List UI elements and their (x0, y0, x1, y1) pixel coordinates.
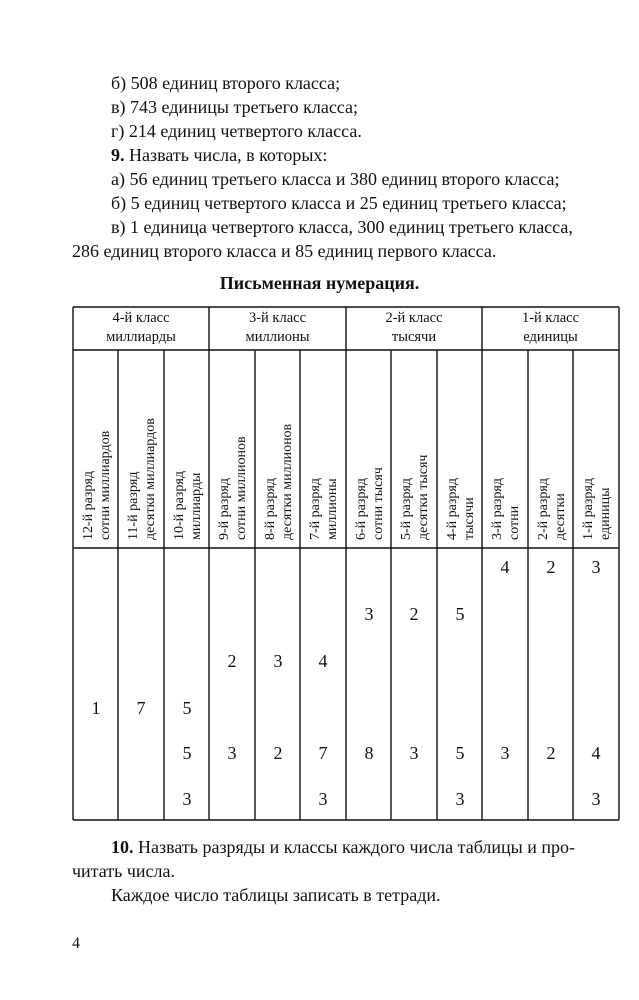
class-header-billions (73, 309, 209, 349)
task-9-item-v-continuation: 286 единиц второго класса и 85 единиц первого класса. (72, 241, 497, 261)
rank-name: тысячи (461, 497, 477, 540)
rank-name: сотни (507, 505, 522, 540)
rank-header-9 (209, 352, 255, 546)
rank-header-12 (73, 352, 118, 546)
rank-name: сотни миллиардов (97, 430, 113, 540)
class-header-name: единицы (523, 329, 578, 345)
digit-cell: 1 (91, 698, 101, 718)
digit-cell: 4 (318, 651, 328, 671)
digit-cell: 3 (409, 743, 419, 763)
digit-cell: 3 (500, 743, 510, 763)
rank-number: 10-й разряд (171, 471, 187, 540)
class-header-title: 1-й класс (521, 310, 580, 326)
task-10-number: 10. (111, 837, 134, 857)
task-9-text: Назвать числа, в которых: (124, 145, 328, 165)
rank-name: десятки тысяч (416, 454, 431, 540)
digit-cell: 3 (591, 789, 601, 809)
digit-cell: 4 (591, 743, 601, 763)
task-9-item-v: в) 1 единица четвертого класса, 300 единиц третьего класса, (111, 217, 573, 237)
rank-name: десятки миллионов (279, 423, 295, 540)
digit-cell: 7 (318, 743, 328, 763)
digit-cell: 5 (455, 604, 465, 624)
digit-cell: 4 (500, 557, 510, 577)
task-10-note: Каждое число таблицы записать в тетради. (111, 885, 441, 905)
digit-cell: 3 (273, 651, 283, 671)
class-header-title: 3-й класс (248, 310, 307, 326)
rank-name: миллиарды (188, 472, 204, 540)
rank-number: 12-й разряд (80, 471, 96, 540)
digit-cell: 2 (273, 743, 283, 763)
rank-number: 11-й разряд (126, 471, 141, 540)
digit-cell: 3 (318, 789, 328, 809)
rank-number: 8-й разряд (262, 478, 278, 540)
rank-header-10 (164, 352, 209, 546)
rank-number: 5-й разряд (399, 478, 414, 540)
task-9-item-b: б) 5 единиц четвертого класса и 25 единиц третьего класса; (111, 193, 567, 213)
rank-number: 3-й разряд (490, 478, 505, 540)
class-header-thousands (346, 309, 482, 349)
exercise-line-b: б) 508 единиц второго класса; (111, 73, 341, 93)
rank-number: 4-й разряд (444, 478, 460, 540)
digit-cell: 2 (546, 743, 556, 763)
rank-header-2 (528, 352, 573, 546)
class-header-name: миллионы (245, 329, 310, 345)
rank-name: единицы (598, 487, 613, 540)
digit-cell: 7 (136, 698, 146, 718)
class-header-name: миллиарды (106, 329, 176, 345)
digit-cell: 5 (455, 743, 465, 763)
class-header-title: 4-й класс (112, 310, 170, 326)
digit-cell: 3 (591, 557, 601, 577)
task-9-number: 9. (111, 145, 125, 165)
digit-cell: 2 (227, 651, 237, 671)
rank-header-1 (573, 352, 619, 546)
rank-name: десятки (552, 493, 568, 540)
rank-header-4 (437, 352, 482, 546)
rank-header-6 (346, 352, 391, 546)
rank-header-8 (255, 352, 300, 546)
rank-number: 6-й разряд (353, 478, 369, 540)
table-title: Письменная нумерация. (219, 273, 420, 293)
rank-header-7 (300, 352, 346, 546)
digit-cell: 5 (182, 743, 192, 763)
rank-number: 7-й разряд (308, 478, 323, 540)
rank-number: 2-й разряд (535, 478, 551, 540)
task-10-text: Назвать разряды и классы каждого числа таблицы и про- (133, 837, 576, 857)
rank-header-5 (391, 352, 437, 546)
rank-name: сотни тысяч (370, 467, 386, 540)
digit-cell: 2 (546, 557, 556, 577)
digit-cell: 3 (455, 789, 465, 809)
class-header-name: тысячи (391, 329, 437, 345)
rank-header-11 (118, 352, 164, 546)
task-10-heading (111, 836, 575, 858)
exercise-line-v: в) 743 единицы третьего класса; (111, 97, 359, 117)
page-number: 4 (72, 935, 80, 952)
digit-cell: 2 (409, 604, 419, 624)
task-9-item-a: а) 56 единиц третьего класса и 380 единиц второго класса; (111, 169, 560, 189)
rank-name: десятки миллиардов (143, 418, 158, 540)
rank-name: миллионы (325, 478, 340, 540)
digit-cell: 3 (364, 604, 374, 624)
class-header-units (482, 309, 619, 349)
class-header-title: 2-й класс (385, 310, 443, 326)
digit-cell: 8 (364, 743, 374, 763)
rank-number: 1-й разряд (581, 478, 596, 540)
rank-name: сотни миллионов (234, 436, 249, 540)
digit-cell: 3 (227, 743, 237, 763)
task-10-continuation: читать числа. (72, 861, 176, 881)
digit-cell: 3 (182, 789, 192, 809)
class-header-millions (209, 309, 346, 349)
exercise-line-g: г) 214 единиц четвертого класса. (111, 121, 362, 141)
rank-header-3 (482, 352, 528, 546)
digit-cell: 5 (182, 698, 192, 718)
rank-number: 9-й разряд (217, 478, 232, 540)
